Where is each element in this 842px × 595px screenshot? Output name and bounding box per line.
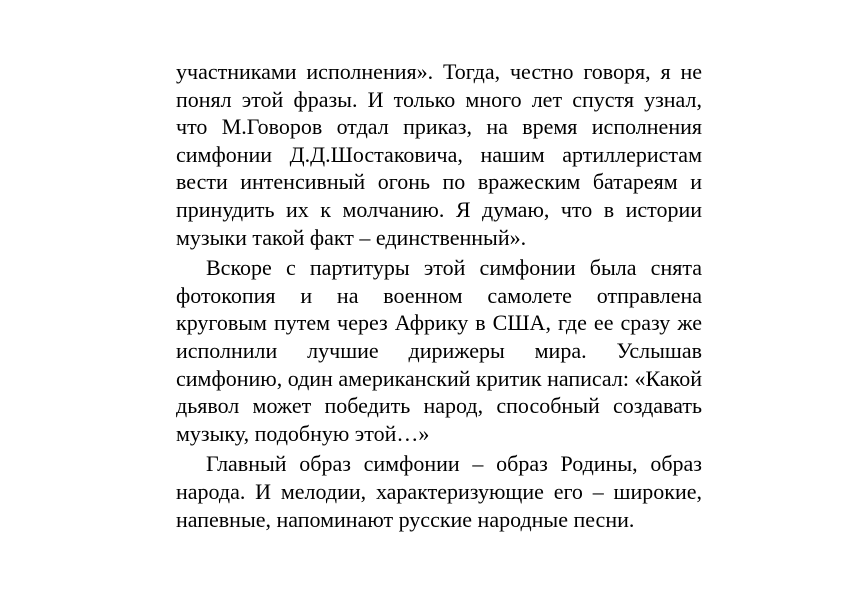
text-line: круговым путем через Африку в США, где ее сразу же	[176, 310, 702, 336]
text-line: Вскоре с партитуры этой симфонии была снята	[206, 255, 702, 281]
text-line: музыку, подобную этой…»	[176, 420, 430, 446]
text-line: что М.Говоров отдал приказ, на время исполнения	[176, 114, 702, 140]
text-line: понял этой фразы. И только много лет спустя узнал,	[176, 86, 702, 112]
text-line: вести интенсивный огонь по вражеским батареям и	[176, 169, 702, 195]
text-line: фотокопия и на военном самолете отправлена	[176, 282, 702, 308]
paragraph-1	[176, 58, 702, 251]
paragraph-3	[176, 450, 702, 533]
text-line: исполнили лучшие дирижеры мира. Услышав	[176, 337, 702, 363]
text-line: Главный образ симфонии – образ Родины, образ	[206, 451, 702, 477]
text-line: музыки такой факт – единственный».	[176, 224, 527, 250]
text-line: симфонию, один американский критик написал: «Какой	[176, 365, 702, 391]
paragraph-2	[176, 254, 702, 447]
text-line: народа. И мелодии, характеризующие его – широкие,	[176, 478, 702, 504]
text-line: дьявол может победить народ, способный создавать	[176, 393, 702, 419]
text-line: принудить их к молчанию. Я думаю, что в истории	[176, 196, 702, 222]
text-block	[176, 58, 702, 533]
text-line: симфонии Д.Д.Шостаковича, нашим артиллеристам	[176, 141, 702, 167]
text-line: участниками исполнения». Тогда, честно говоря, я не	[176, 59, 702, 84]
text-line: напевные, напоминают русские народные песни.	[176, 506, 635, 532]
